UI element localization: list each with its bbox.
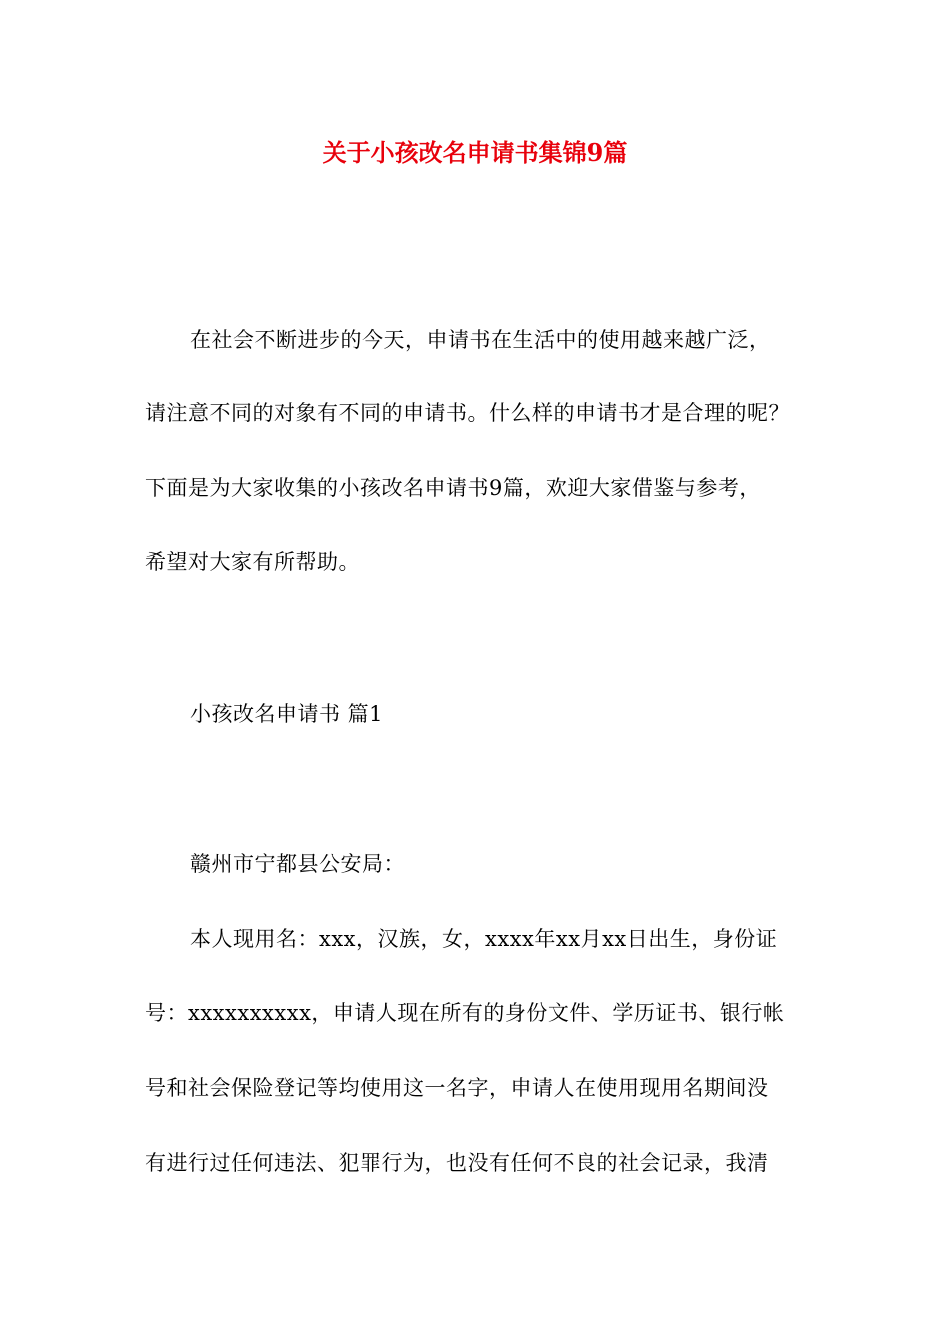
body-line-1: 本人现用名：xxx，汉族，女，xxxx年xx月xx日出生，身份证 xyxy=(190,927,778,951)
body-line-2: 号：xxxxxxxxxx，申请人现在所有的身份文件、学历证书、银行帐 xyxy=(145,1001,785,1025)
section-heading: 小孩改名申请书 篇1 xyxy=(190,702,384,726)
intro-line-1: 在社会不断进步的今天，申请书在生活中的使用越来越广泛， xyxy=(190,328,771,352)
intro-line-3: 下面是为大家收集的小孩改名申请书9篇，欢迎大家借鉴与参考， xyxy=(145,476,761,500)
salutation: 赣州市宁都县公安局： xyxy=(190,852,405,876)
document-title: 关于小孩改名申请书集锦9篇 xyxy=(322,138,628,167)
body-line-3: 号和社会保险登记等均使用这一名字，申请人在使用现用名期间没 xyxy=(145,1076,769,1100)
intro-line-2: 请注意不同的对象有不同的申请书。什么样的申请书才是合理的呢？ xyxy=(145,401,790,425)
body-line-4: 有进行过任何违法、犯罪行为，也没有任何不良的社会记录，我清 xyxy=(145,1151,769,1175)
intro-line-4: 希望对大家有所帮助。 xyxy=(145,550,360,574)
